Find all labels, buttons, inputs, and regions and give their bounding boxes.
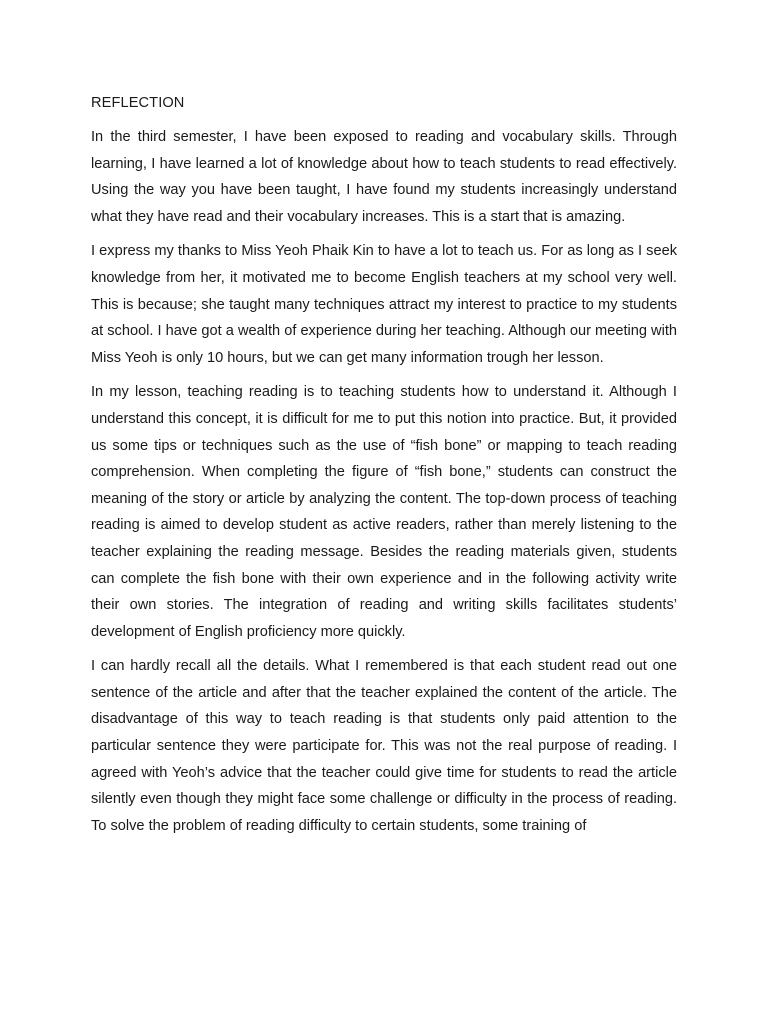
paragraph-1: In the third semester, I have been exposed to reading and vocabulary skills. Through learning, I have learned a lot of knowledge about how to teach students to read effectively. Using the way you have been taught, I have found my students increasingly understand what they have read and their vocabulary increases. This is a start that is amazing.	[91, 129, 677, 225]
paragraph-2: I express my thanks to Miss Yeoh Phaik Kin to have a lot to teach us. For as long as I seek knowledge from her, it motivated me to become English teachers at my school very well. This is because; she taught many techniques attract my interest to practice to my students at school. I have got a wealth of experience during her teaching. Although our meeting with Miss Yeoh is only 10 hours, but we can get many information trough her lesson.	[91, 243, 677, 366]
paragraph-3: In my lesson, teaching reading is to teaching students how to understand it. Although I understand this concept, it is difficult for me to put this notion into practice. But, it provided us some tips or techniques such as the use of “fish bone” or mapping to teach reading comprehension. When completing the figure of “fish bone,” students can construct the meaning of the story or article by analyzing the content. The top-down process of teaching reading is aimed to develop student as active readers, rather than merely listening to the teacher explaining the reading message. Besides the reading materials given, students can complete the fish bone with their own experience and in the following activity write their own stories. The integration of reading and writing skills facilitates students’ development of English proficiency more quickly.	[91, 384, 677, 640]
document-title: REFLECTION	[91, 95, 185, 111]
paragraph-4: I can hardly recall all the details. What I remembered is that each student read out one sentence of the article and after that the teacher explained the content of the article. The disadvantage of this way to teach reading is that students only paid attention to the particular sentence they were participate for. This was not the real purpose of reading. I agreed with Yeoh’s advice that the teacher could give time for students to read the article silently even though they might face some challenge or difficulty in the process of reading. To solve the problem of reading difficulty to certain students, some training of	[91, 658, 677, 834]
document-page	[91, 90, 677, 847]
